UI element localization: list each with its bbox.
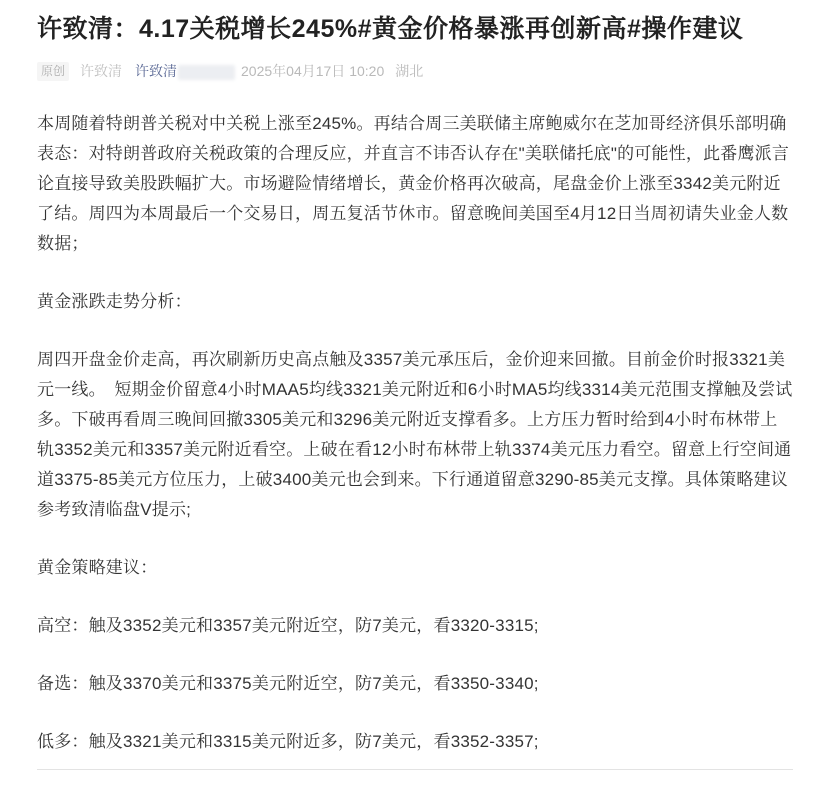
- article-paragraph: 备选：触及3370美元和3375美元附近空，防7美元，看3350-3340;: [37, 674, 539, 693]
- article-body: [37, 109, 793, 757]
- article-paragraph: 低多：触及3321美元和3315美元附近多，防7美元，看3352-3357;: [37, 732, 539, 751]
- bottom-divider: [37, 769, 793, 770]
- author-column-name: 许致清: [80, 63, 123, 79]
- article-paragraph: 黄金涨跌走势分析：: [37, 292, 192, 311]
- article-paragraph: 本周随着特朗普关税对中关税上涨至245%。再结合周三美联储主席鲍威尔在芝加哥经济俱乐部明确表态：对特朗普政府关税政策的合理反应，并直言不讳否认存在"美联储托底"的可能性，此番鹰派言论直接导致美股跌幅扩大。市场避险情绪增长，黄金价格再次破高，尾盘金价上涨至3342美元附近了结。周四为本周最后一个交易日，周五复活节休市。留意晚间美国至4月12日当周初请失业金人数数据；: [37, 114, 790, 253]
- original-badge: 原创: [37, 62, 69, 81]
- article-paragraph: 周四开盘金价走高，再次刷新历史高点触及3357美元承压后，金价迎来回撤。目前金价时报3321美元一线。 短期金价留意4小时MAA5均线3321美元附近和6小时MA5均线3314美元范围支撑触及尝试多。下破再看周三晚间回撤3305美元和3296美元附近支撑看多。上方压力暂时给到4小时布林带上轨3352美元和3357美元附近看空。上破在看12小时布林带上轨3374美元压力看空。留意上行空间通道3375-85美元方位压力，上破3400美元也会到来。下行通道留意3290-85美元支撑。具体策略建议参考致清临盘V提示;: [37, 350, 793, 519]
- redacted-author-suffix: [178, 65, 235, 80]
- publish-datetime: 2025年04月17日 10:20: [241, 63, 385, 79]
- article-paragraph: 黄金策略建议：: [37, 558, 158, 577]
- publish-location: 湖北: [395, 63, 424, 79]
- article-paragraph: 高空：触及3352美元和3357美元附近空，防7美元，看3320-3315;: [37, 616, 539, 635]
- author-link-label[interactable]: 许致清: [135, 63, 178, 79]
- author-profile-link[interactable]: [135, 61, 241, 81]
- page-title: 许致清：4.17关税增长245%#黄金价格暴涨再创新高#操作建议: [37, 15, 744, 43]
- article-meta: [37, 61, 793, 81]
